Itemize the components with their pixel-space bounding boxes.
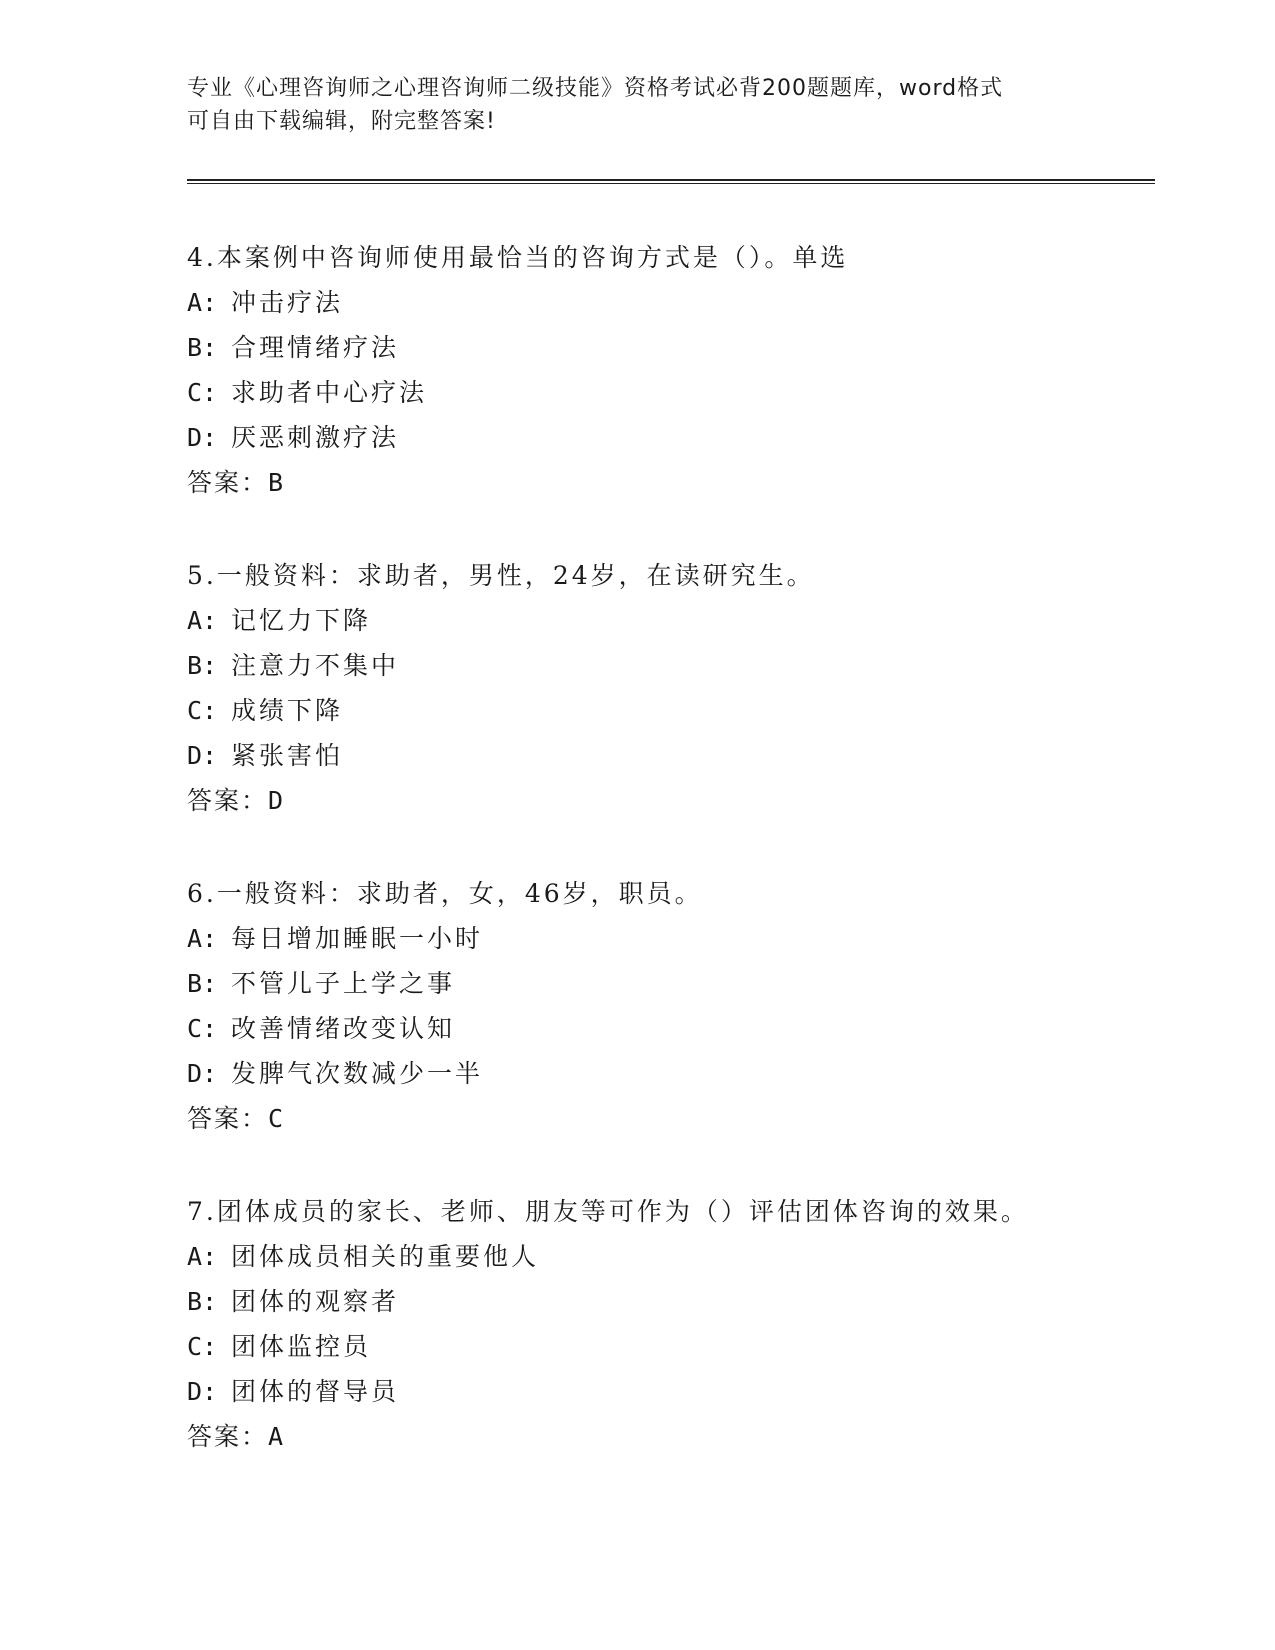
- option-text: 团体的督导员: [231, 1377, 400, 1406]
- answer-value: B: [268, 468, 286, 497]
- option-letter: A:: [187, 924, 218, 953]
- option-letter: C:: [187, 378, 218, 407]
- option-text: 改善情绪改变认知: [231, 1014, 456, 1043]
- question-5: [187, 553, 1147, 823]
- option-text: 记忆力下降: [231, 606, 372, 635]
- header-line-1: 专业《心理咨询师之心理咨询师二级技能》资格考试必背200题题库，word格式: [187, 76, 1004, 101]
- option-letter: A:: [187, 1242, 218, 1271]
- option-letter: D:: [187, 423, 218, 452]
- option-text: 注意力不集中: [231, 651, 400, 680]
- option-letter: D:: [187, 1377, 218, 1406]
- option-text: 成绩下降: [231, 696, 344, 725]
- answer: [187, 778, 1147, 823]
- question-6: [187, 871, 1147, 1141]
- option-d: [187, 733, 1147, 778]
- question-4: [187, 235, 1147, 505]
- option-text: 求助者中心疗法: [231, 378, 428, 407]
- option-text: 不管儿子上学之事: [231, 969, 456, 998]
- answer-value: C: [268, 1104, 286, 1133]
- option-letter: A:: [187, 288, 218, 317]
- answer-value: D: [268, 786, 286, 815]
- option-b: [187, 643, 1147, 688]
- option-b: [187, 1279, 1147, 1324]
- option-d: [187, 1369, 1147, 1414]
- option-text: 合理情绪疗法: [231, 333, 400, 362]
- question-7: [187, 1189, 1147, 1459]
- answer-value: A: [268, 1422, 286, 1451]
- answer-label: 答案：: [187, 1422, 269, 1451]
- option-letter: B:: [187, 969, 218, 998]
- option-text: 团体的观察者: [231, 1287, 400, 1316]
- answer: [187, 1414, 1147, 1459]
- option-letter: C:: [187, 1014, 218, 1043]
- answer-label: 答案：: [187, 468, 269, 497]
- option-c: [187, 1324, 1147, 1369]
- option-text: 团体监控员: [231, 1332, 372, 1361]
- document-header: [187, 72, 1067, 138]
- option-text: 厌恶刺激疗法: [231, 423, 400, 452]
- option-letter: D:: [187, 1059, 218, 1088]
- option-text: 冲击疗法: [231, 288, 344, 317]
- question-stem: 5.一般资料：求助者，男性，24岁，在读研究生。: [187, 561, 815, 590]
- option-a: [187, 1234, 1147, 1279]
- header-divider-thin: [187, 183, 1155, 184]
- option-d: [187, 415, 1147, 460]
- question-stem: 4.本案例中咨询师使用最恰当的咨询方式是（）。单选: [187, 243, 849, 272]
- option-a: [187, 916, 1147, 961]
- option-b: [187, 961, 1147, 1006]
- option-text: 发脾气次数减少一半: [231, 1059, 484, 1088]
- option-letter: B:: [187, 651, 218, 680]
- option-c: [187, 370, 1147, 415]
- option-letter: B:: [187, 1287, 218, 1316]
- option-c: [187, 688, 1147, 733]
- option-a: [187, 598, 1147, 643]
- option-letter: C:: [187, 1332, 218, 1361]
- option-letter: B:: [187, 333, 218, 362]
- option-a: [187, 280, 1147, 325]
- answer-label: 答案：: [187, 1104, 269, 1133]
- answer-label: 答案：: [187, 786, 269, 815]
- answer: [187, 1096, 1147, 1141]
- header-divider-thick: [187, 179, 1155, 181]
- option-letter: D:: [187, 741, 218, 770]
- answer: [187, 460, 1147, 505]
- option-text: 紧张害怕: [231, 741, 344, 770]
- option-letter: C:: [187, 696, 218, 725]
- option-letter: A:: [187, 606, 218, 635]
- option-text: 每日增加睡眠一小时: [231, 924, 484, 953]
- header-line-2: 可自由下载编辑，附完整答案!: [187, 109, 496, 134]
- option-c: [187, 1006, 1147, 1051]
- option-d: [187, 1051, 1147, 1096]
- question-stem: 6.一般资料：求助者，女，46岁，职员。: [187, 879, 703, 908]
- option-b: [187, 325, 1147, 370]
- option-text: 团体成员相关的重要他人: [231, 1242, 540, 1271]
- question-stem: 7.团体成员的家长、老师、朋友等可作为（）评估团体咨询的效果。: [187, 1197, 1029, 1226]
